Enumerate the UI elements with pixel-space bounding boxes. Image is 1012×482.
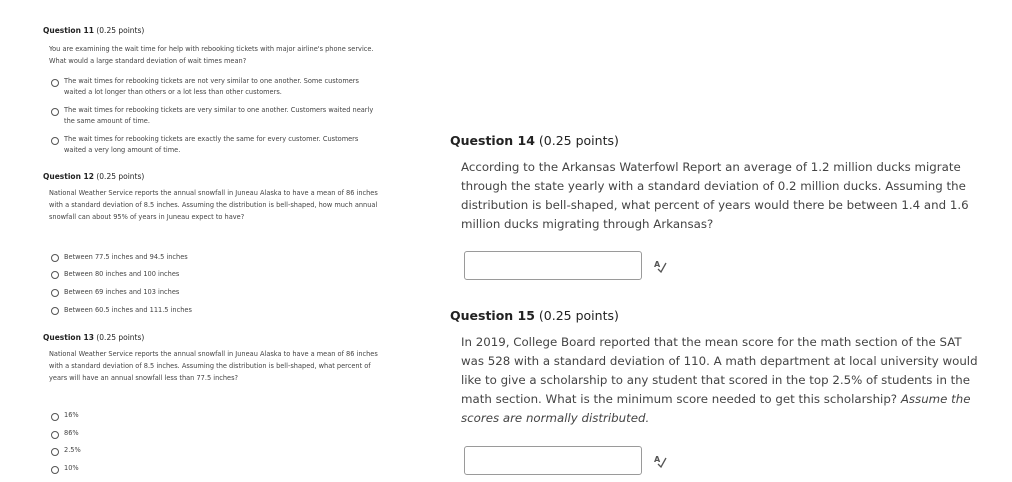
q13-option-3[interactable]: 2.5%	[64, 446, 81, 454]
q12-radio-4[interactable]	[51, 307, 59, 315]
q11-option-3[interactable]: The wait times for rebooking tickets are exactly the same for every customer. Customers waited a very long amount of time.	[64, 135, 359, 154]
q12-radio-3[interactable]	[51, 289, 59, 297]
q12-option-2[interactable]: Between 80 inches and 100 inches	[64, 270, 180, 278]
q15-answer-input[interactable]	[464, 446, 642, 475]
q13-text: National Weather Service reports the annual snowfall in Juneau Alaska to have a mean of 86 inches with a standard deviation of 8.5 inches. Assuming the distribution is bell-shaped, what percent of years will have an annual snowfall less than 77.5 inches?	[49, 350, 378, 382]
q13-option-2[interactable]: 86%	[64, 429, 79, 437]
q13-option-1[interactable]: 16%	[64, 411, 79, 419]
q11-radio-3[interactable]	[51, 137, 59, 145]
q11-radio-1[interactable]	[51, 79, 59, 87]
svg-text:A: A	[654, 455, 661, 464]
q14-text: According to the Arkansas Waterfowl Report an average of 1.2 million ducks migrate through the state yearly with a standard deviation of 0.2 million ducks. Assuming the distribution is bell-shaped, what percent of years would there be between 1.4 and 1.6 million ducks migrating through Arkansas?	[461, 160, 969, 231]
q12-radio-2[interactable]	[51, 271, 59, 279]
q12-option-4[interactable]: Between 60.5 inches and 111.5 inches	[64, 306, 192, 314]
spellcheck-icon[interactable]	[653, 259, 667, 273]
q13-radio-4[interactable]	[51, 466, 59, 474]
q15-emphasis: Assume the scores are normally distributed.	[461, 392, 971, 425]
q12-radio-1[interactable]	[51, 254, 59, 262]
spellcheck-icon[interactable]	[653, 454, 667, 468]
q11-radio-2[interactable]	[51, 108, 59, 116]
q11-text: You are examining the wait time for help with rebooking tickets with major airline's phone service. What would a large standard deviation of wait times mean?	[49, 45, 374, 65]
q12-option-1[interactable]: Between 77.5 inches and 94.5 inches	[64, 253, 188, 261]
q11-option-1[interactable]: The wait times for rebooking tickets are not very similar to one another. Some customers waited a lot longer than others or a lot less than other customers.	[64, 77, 359, 96]
q13-title: Question 13 (0.25 points)	[43, 333, 145, 342]
q13-radio-1[interactable]	[51, 413, 59, 421]
q14-title: Question 14 (0.25 points)	[450, 133, 619, 148]
q14-answer-input[interactable]	[464, 251, 642, 280]
q12-text: National Weather Service reports the annual snowfall in Juneau Alaska to have a mean of 86 inches with a standard deviation of 8.5 inches. Assuming the distribution is bell-shaped, how much annual snowfall can about 95% of years in Juneau expect to have?	[49, 189, 378, 221]
q13-radio-2[interactable]	[51, 431, 59, 439]
q11-option-2[interactable]: The wait times for rebooking tickets are very similar to one another. Customers waited nearly the same amount of time.	[64, 106, 374, 125]
q13-option-4[interactable]: 10%	[64, 464, 79, 472]
svg-text:A: A	[654, 260, 661, 269]
q12-title: Question 12 (0.25 points)	[43, 172, 145, 181]
q11-title: Question 11 (0.25 points)	[43, 26, 145, 35]
q15-text: In 2019, College Board reported that the mean score for the math section of the SAT was 528 with a standard deviation of 110. A math department at local university would like to give a scholarship to any student that scored in the top 2.5% of students in the math section. What is the minimum score needed to get this scholarship? Assume the scores are normally distributed.	[461, 335, 978, 425]
q13-radio-3[interactable]	[51, 448, 59, 456]
q12-option-3[interactable]: Between 69 inches and 103 inches	[64, 288, 180, 296]
q15-title: Question 15 (0.25 points)	[450, 308, 619, 323]
